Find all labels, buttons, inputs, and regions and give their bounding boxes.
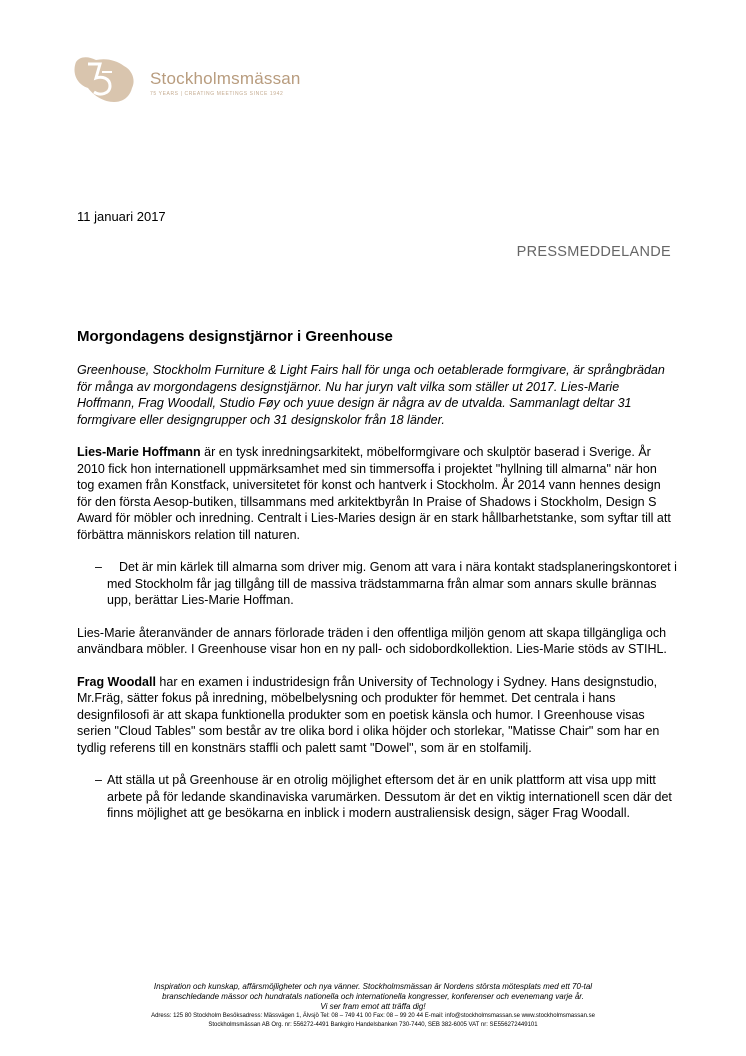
quote-hoffmann	[77, 559, 677, 609]
footer-line: Inspiration och kunskap, affärsmöjligheter och nya vänner. Stockholmsmässan är Nordens största mötesplats med ett 70-tal	[153, 982, 593, 991]
logo	[70, 52, 350, 112]
logo-emblem-icon	[70, 52, 148, 112]
paragraph-woodall	[77, 674, 677, 757]
footer-line: Vi ser fram emot att träffa dig!	[320, 1002, 426, 1011]
footer	[0, 982, 746, 1030]
quote-dash: –	[95, 773, 102, 787]
footer-registry: Stockholmsmässan AB Org. nr: 556272-4491 Bankgiro Handelsbanken 730-7440, SEB 382-6005 VAT nr: SE556272449101	[208, 1022, 538, 1028]
paragraph-hoffmann	[77, 444, 677, 543]
quote-text: Att ställa ut på Greenhouse är en otrolig möjlighet eftersom det är en unik plattform att visa upp mitt arbete på för ledande skandinaviska varumärken. Dessutom är det en viktig internationell scen där det finns möjlighet att ge besökarna en inblick i modern australiensisk design, säger Frag Woodall.	[107, 773, 672, 820]
person-name: Lies-Marie Hoffmann	[77, 445, 201, 459]
date: 11 januari 2017	[77, 209, 166, 224]
brand-name: Stockholmsmässan	[150, 69, 301, 88]
paragraph-text: har en examen i industridesign från University of Technology i Sydney. Hans designstudio, Mr.Fräg, sätter fokus på inredning, möbelbelysning och produkter för hemmet. Det centrala i hans designfilosofi är att skapa funktionella produkter som en poetisk känsla och humor. I Greenhouse visas serien "Cloud Tables" som består av tre olika bord i olika höjder och storlekar, "Matisse Chair" som har en tydlig referens till en konstnärs staffli och palett samt "Dowel", som är en stolfamilj.	[77, 674, 660, 755]
person-name: Frag Woodall	[77, 674, 156, 689]
lead-paragraph: Greenhouse, Stockholm Furniture & Light Fairs hall för unga och oetablerade formgivare, är språngbrädan för många av morgondagens designstjärnor. Nu har juryn valt vilka som ställer ut 2017. Lies-Marie Hoffmann, Frag Woodall, Studio Føy och yuue design är några av de utvalda. Sammanlagt deltar 31 formgivare eller designgrupper och 31 designskolor från 18 länder.	[77, 363, 665, 427]
paragraph-text: är en tysk inredningsarkitekt, möbelformgivare och skulptör baserad i Sverige. År 2010 fick hon internationell uppmärksamhet med sin timmersoffa i projektet "hyllning till almarna" när hon tog examen från Konstfack, universitetet för konst och hantverk i Stockholm. År 2014 vann hennes design för den första Aesop-butiken, tillsammans med arkitektbyrån In Praise of Shadows i Stockholm, Design S Award för möbler och inredning. Centralt i Lies-Maries design är en stark hållbarhetstanke, som syftar till att förbättra människors relation till naturen.	[77, 445, 671, 542]
footer-address: Adress: 125 80 Stockholm Besöksadress: Mässvägen 1, Älvsjö Tel: 08 – 749 41 00 Fax: 08 – 99 20 44 E-mail: info@stockholmsmassan.se www.stockholmsmassan.se	[151, 1013, 595, 1019]
footer-line: branschledande mässor och hundratals nationella och internationella kongresser, konferenser och evenemang varje år.	[162, 992, 584, 1001]
brand-tagline: 75 YEARS | CREATING MEETINGS SINCE 1942	[150, 91, 284, 97]
headline: Morgondagens designstjärnor i Greenhouse	[77, 328, 393, 345]
quote-text: Det är min kärlek till almarna som driver mig. Genom att vara i nära kontakt stadsplaneringskontoret i med Stockholm får jag tillgång till de massiva trädstammarna från almar som annars skulle brännas upp, berättar Lies-Marie Hoffman.	[107, 560, 677, 607]
quote-dash: –	[95, 560, 102, 574]
quote-woodall	[77, 772, 677, 822]
article-body	[77, 362, 677, 838]
document-type: PRESSMEDDELANDE	[516, 244, 671, 260]
paragraph-hoffmann-follow: Lies-Marie återanvänder de annars förlorade träden i den offentliga miljön genom att skapa tillgängliga och användbara möbler. I Greenhouse visar hon en ny pall- och sidobordkollektion. Lies-Marie stöds av STIHL.	[77, 625, 667, 656]
